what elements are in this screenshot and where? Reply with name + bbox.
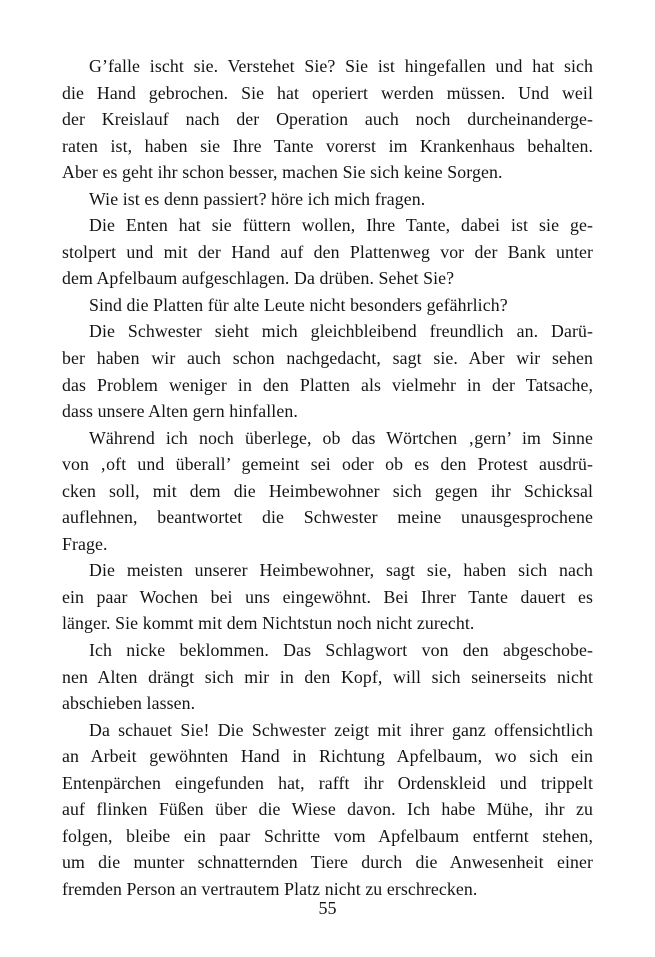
text-line: ber haben wir auch schon nachgedacht, sagt sie. Aber wir sehen <box>62 348 593 369</box>
text-line: Wie ist es denn passiert? höre ich mich fragen. <box>89 188 426 209</box>
text-line: der Kreislauf nach der Operation auch noch durcheinanderge- <box>62 109 593 130</box>
text-line: auflehnen, beantwortet die Schwester meine unausgesprochene <box>62 507 593 528</box>
text-line: Die Schwester sieht mich gleichbleibend freundlich an. Darü- <box>89 321 593 342</box>
text-line: raten ist, haben sie Ihre Tante vorerst im Krankenhaus behalten. <box>62 135 593 156</box>
text-line: an Arbeit gewöhnten Hand in Richtung Apfelbaum, wo sich ein <box>62 746 593 767</box>
text-line: Da schauet Sie! Die Schwester zeigt mit ihrer ganz offensichtlich <box>89 719 593 740</box>
text-line: Während ich noch überlege, ob das Wörtchen ‚gern’ im Sinne <box>89 427 593 448</box>
text-line: Entenpärchen eingefunden hat, rafft ihr Ordenskleid und trippelt <box>62 772 593 793</box>
text-line: folgen, bleibe ein paar Schritte vom Apfelbaum entfernt stehen, <box>62 825 593 846</box>
text-line: G’falle ischt sie. Verstehet Sie? Sie ist hingefallen und hat sich <box>89 56 593 76</box>
text-line: Die meisten unserer Heimbewohner, sagt sie, haben sich nach <box>89 560 593 581</box>
text-line: ein paar Wochen bei uns eingewöhnt. Bei Ihrer Tante dauert es <box>62 586 593 607</box>
text-line: Aber es geht ihr schon besser, machen Sie sich keine Sorgen. <box>62 162 503 183</box>
text-line: Frage. <box>62 533 108 554</box>
text-line: stolpert und mit der Hand auf den Plattenweg vor der Bank unter <box>62 241 593 262</box>
text-line: nen Alten drängt sich mir in den Kopf, will sich seinerseits nicht <box>62 666 593 687</box>
text-line: dass unsere Alten gern hinfallen. <box>62 401 298 422</box>
text-line: auf flinken Füßen über die Wiese davon. Ich habe Mühe, ihr zu <box>62 799 593 820</box>
text-line: cken soll, mit dem die Heimbewohner sich gegen ihr Schicksal <box>62 480 593 501</box>
text-line: die Hand gebrochen. Sie hat operiert werden müssen. Und weil <box>62 82 593 103</box>
page-number: 55 <box>318 898 337 918</box>
text-line: dem Apfelbaum aufgeschlagen. Da drüben. Sehet Sie? <box>62 268 455 289</box>
text-line: länger. Sie kommt mit dem Nichtstun noch nicht zurecht. <box>62 613 475 634</box>
text-line: das Problem weniger in den Platten als vielmehr in der Tatsache, <box>62 374 593 395</box>
text-line: Sind die Platten für alte Leute nicht besonders gefährlich? <box>89 294 508 315</box>
text-line: Ich nicke beklommen. Das Schlagwort von den abgeschobe- <box>89 640 593 661</box>
text-line: von ‚oft und überall’ gemeint sei oder ob es den Protest ausdrü- <box>62 454 593 475</box>
text-block <box>62 53 593 903</box>
text-line: um die munter schnatternden Tiere durch die Anwesenheit einer <box>62 852 593 873</box>
text-line: abschieben lassen. <box>62 693 196 714</box>
text-line: fremden Person an vertrautem Platz nicht zu erschrecken. <box>62 878 478 899</box>
text-line: Die Enten hat sie füttern wollen, Ihre Tante, dabei ist sie ge- <box>89 215 593 236</box>
